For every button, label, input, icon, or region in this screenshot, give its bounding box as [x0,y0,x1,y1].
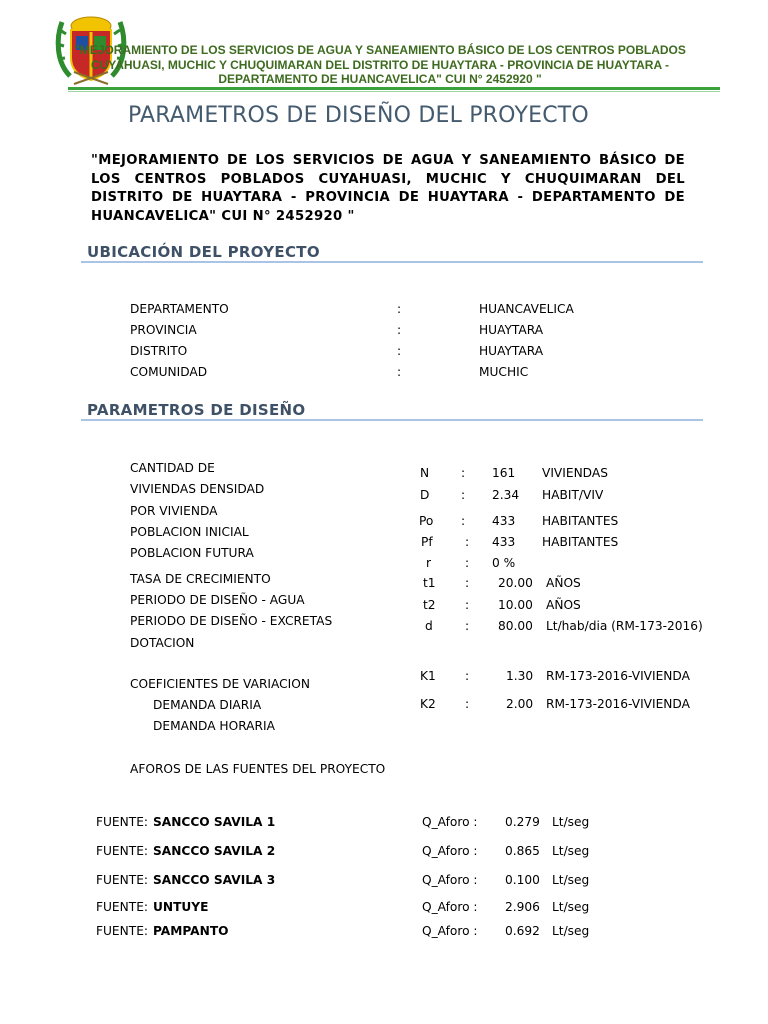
param-sep: : [465,619,470,633]
param-unit: AÑOS [546,576,581,590]
source-q-label: Q_Aforo : [422,873,478,887]
source-unit: Lt/seg [552,873,590,887]
param-symbol: d [425,619,433,633]
source-name: SANCCO SAVILA 2 [153,844,276,858]
design-label: POR VIVIENDA [130,504,218,518]
location-value: HUAYTARA [479,344,544,358]
source-unit: Lt/seg [552,815,590,829]
coef-value: 2.00 [506,697,534,711]
location-sep: : [397,365,402,379]
param-unit: Lt/hab/dia (RM-173-2016) [546,619,703,633]
source-name: SANCCO SAVILA 1 [153,815,276,829]
coef-label: COEFICIENTES DE VARIACION [130,677,310,691]
param-symbol: t1 [423,576,436,590]
header-divider [68,87,720,90]
design-label: VIVIENDAS DENSIDAD [130,482,265,496]
aforos-label: AFOROS DE LAS FUENTES DEL PROYECTO [130,762,386,776]
param-symbol: Po [419,514,434,528]
source-value: 2.906 [505,900,540,914]
param-sep: : [465,535,470,549]
location-sep: : [397,344,402,358]
source-q-label: Q_Aforo : [422,900,478,914]
param-symbol: t2 [423,598,436,612]
source-name: PAMPANTO [153,924,229,938]
source-name: SANCCO SAVILA 3 [153,873,276,887]
design-heading: PARAMETROS DE DISEÑO [87,401,306,419]
coef-row-label: DEMANDA DIARIA [153,698,262,712]
location-sep: : [397,323,402,337]
source-prefix: FUENTE: [96,924,148,938]
source-name: UNTUYE [153,900,209,914]
param-value: 433 [492,535,516,549]
param-sep: : [461,466,466,480]
param-value: 0 % [492,556,516,570]
param-symbol: D [420,488,430,502]
source-prefix: FUENTE: [96,873,148,887]
location-heading-rule [81,261,703,263]
header-line-2: CUYAHUASI, MUCHIC Y CHUQUIMARAN DEL DISTRITO DE HUAYTARA - PROVINCIA DE HUAYTARA - [90,58,670,72]
header-divider-light [68,91,720,92]
design-label: POBLACION INICIAL [130,525,249,539]
source-prefix: FUENTE: [96,815,148,829]
location-value: HUANCAVELICA [479,302,574,316]
source-prefix: FUENTE: [96,844,148,858]
source-value: 0.279 [505,815,540,829]
design-label: DOTACION [130,636,195,650]
coef-row-label: DEMANDA HORARIA [153,719,275,733]
location-label: PROVINCIA [130,323,197,337]
param-unit: HABITANTES [542,535,619,549]
param-symbol: r [426,556,432,570]
source-value: 0.865 [505,844,540,858]
source-unit: Lt/seg [552,924,590,938]
location-label: DEPARTAMENTO [130,302,229,316]
source-value: 0.100 [505,873,540,887]
param-sep: : [465,598,470,612]
design-label: PERIODO DE DISEÑO - EXCRETAS [130,614,333,628]
coef-symbol: K1 [420,669,436,683]
coef-value: 1.30 [506,669,534,683]
param-unit: VIVIENDAS [542,466,608,480]
location-label: DISTRITO [130,344,188,358]
design-heading-rule [81,419,703,421]
param-sep: : [465,556,470,570]
location-value: HUAYTARA [479,323,544,337]
source-unit: Lt/seg [552,900,590,914]
source-q-label: Q_Aforo : [422,815,478,829]
param-unit: AÑOS [546,598,581,612]
param-unit: HABITANTES [542,514,619,528]
param-sep: : [461,488,466,502]
location-sep: : [397,302,402,316]
source-q-label: Q_Aforo : [422,924,478,938]
param-unit: HABIT/VIV [542,488,604,502]
param-sep: : [461,514,466,528]
header-line-1: "MEJORAMIENTO DE LOS SERVICIOS DE AGUA Y SANEAMIENTO BÁSICO DE LOS CENTROS POBLADOS [74,43,686,57]
project-name: "MEJORAMIENTO DE LOS SERVICIOS DE AGUA Y SANEAMIENTO BÁSICO DE LOS CENTROS POBLADOS CUYAHUASI, MUCHIC Y CHUQUIMARAN DEL DISTRITO DE HUAYTARA - PROVINCIA DE HUAYTARA - DEPARTAMENTO DE HUANCAVELICA" CUI N° 2452920 " [91,153,685,224]
coef-unit: RM-173-2016-VIVIENDA [546,669,690,683]
header-line-3: DEPARTAMENTO DE HUANCAVELICA" CUI N° 2452920 " [218,72,542,86]
design-label: PERIODO DE DISEÑO - AGUA [130,593,305,607]
coef-sep: : [465,669,470,683]
location-heading: UBICACIÓN DEL PROYECTO [87,243,320,261]
param-sep: : [465,576,470,590]
design-label: TASA DE CRECIMIENTO [130,572,271,586]
param-value: 20.00 [498,576,533,590]
source-prefix: FUENTE: [96,900,148,914]
param-value: 10.00 [498,598,533,612]
param-symbol: Pf [421,535,433,549]
param-value: 80.00 [498,619,533,633]
page-title: PARAMETROS DE DISEÑO DEL PROYECTO [128,103,589,128]
source-q-label: Q_Aforo : [422,844,478,858]
coef-unit: RM-173-2016-VIVIENDA [546,697,690,711]
param-value: 2.34 [492,488,520,502]
location-label: COMUNIDAD [130,365,208,379]
param-value: 161 [492,466,516,480]
source-unit: Lt/seg [552,844,590,858]
param-value: 433 [492,514,516,528]
param-symbol: N [420,466,430,480]
location-value: MUCHIC [479,365,529,379]
source-value: 0.692 [505,924,540,938]
design-label: POBLACION FUTURA [130,546,254,560]
coef-sep: : [465,697,470,711]
design-label: CANTIDAD DE [130,461,215,475]
coef-symbol: K2 [420,697,436,711]
